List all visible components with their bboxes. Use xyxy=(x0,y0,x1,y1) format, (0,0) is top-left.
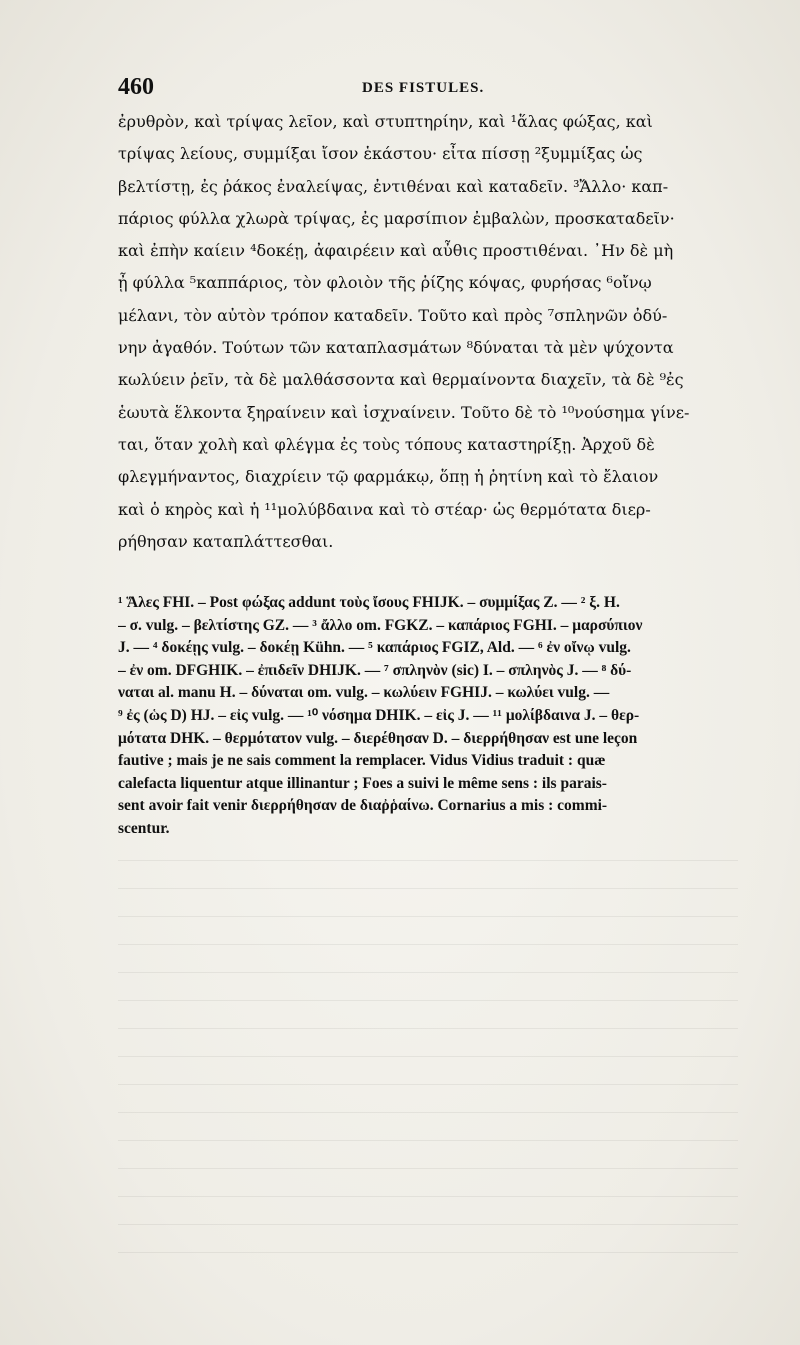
footnote-line: – ἐν om. DFGHIK. – ἐπιδεῖν DHIJK. — ⁷ σπληνὸν (sic) I. – σπληνὸς J. — ⁸ δύ- xyxy=(118,661,632,679)
page-number: 460 xyxy=(118,74,154,100)
main-text xyxy=(118,106,738,558)
main-text-line: μέλανι, τὸν αὐτὸν τρόπον καταδεῖν. Τοῦτο καὶ πρὸς ⁷σπληνῶν ὀδύ- xyxy=(118,305,668,325)
main-text-line: κωλύειν ῥεῖν, τὰ δὲ μαλθάσσοντα καὶ θερμαίνοντα διαχεῖν, τὰ δὲ ⁹ἐς xyxy=(118,370,684,390)
main-text-line: ἐρυθρὸν, καὶ τρίψας λεῖον, καὶ στυπτηρίην, καὶ ¹ἅλας φώξας, καὶ xyxy=(118,112,653,131)
main-text-line: φλεγμήναντος, διαχρίειν τῷ φαρμάκῳ, ὅπῃ ἡ ῥητίνη καὶ τὸ ἔλαιον xyxy=(118,467,659,487)
footnote-line: ¹ Ἅλες FHI. – Post φώξας addunt τοὺς ἴσους FHIJK. – συμμίξας Z. — ² ξ. H. xyxy=(118,594,620,611)
main-text-line: ἑωυτὰ ἕλκοντα ξηραίνειν καὶ ἰσχναίνειν. Τοῦτο δὲ τὸ ¹⁰νούσημα γίνε- xyxy=(118,402,690,422)
footnote-line: calefacta liquentur atque illinantur ; Foes a suivi le même sens : ils parais- xyxy=(118,774,607,792)
footnote-line: scentur. xyxy=(118,819,170,837)
main-text-line: καὶ ἐπὴν καίειν ⁴δοκέῃ, ἀφαιρέειν καὶ αὖθις προστιθέναι. ᾿Ην δὲ μὴ xyxy=(118,241,674,261)
footnote-line: ναται al. manu H. – δύναται om. vulg. – κωλύειν FGHIJ. – κωλύει vulg. — xyxy=(118,684,610,702)
running-title: DES FISTULES. xyxy=(362,80,485,96)
footnote-line: ⁹ ἐς (ὡς D) HJ. – εἰς vulg. — ¹⁰ νόσημα DHIK. – εἰς J. — ¹¹ μολίβδαινα J. – θερ- xyxy=(118,706,640,724)
page-header xyxy=(118,74,738,106)
main-text-line: πάριος φύλλα χλωρὰ τρίψας, ἐς μαρσίπιον ἐμβαλὼν, προσκαταδεῖν· xyxy=(118,208,675,228)
footnote-line: sent avoir fait venir διερρήθησαν de διαῤῥαίνω. Cornarius a mis : commi- xyxy=(118,797,608,815)
footnote-line: – σ. vulg. – βελτίστης GZ. — ³ ἄλλο om. FGKZ. – καπάριος FGHI. – μαρσύπιον xyxy=(118,616,643,634)
main-text-line: ᾖ φύλλα ⁵καππάριος, τὸν φλοιὸν τῆς ῥίζης κόψας, φυρήσας ⁶οἴνῳ xyxy=(118,273,652,293)
main-text-line: καὶ ὁ κηρὸς καὶ ἡ ¹¹μολύβδαινα καὶ τὸ στέαρ· ὡς θερμότατα διερ- xyxy=(118,499,651,519)
footnote-line: fautive ; mais je ne sais comment la remplacer. Vidus Vidius traduit : quæ xyxy=(118,752,606,770)
footnote-line: μότατα DHK. – θερμότατον vulg. – διερέθησαν D. – διερρήθησαν est une leçon xyxy=(118,729,638,747)
main-text-line: βελτίστῃ, ἐς ῥάκος ἐναλείψας, ἐντιθέναι καὶ καταδεῖν. ³Ἄλλο· καπ- xyxy=(118,176,669,196)
footnote-line: J. — ⁴ δοκέῃς vulg. – δοκέῃ Kühn. — ⁵ καπάριος FGIZ, Ald. — ⁶ ἐν οἴνῳ vulg. xyxy=(118,639,631,657)
main-text-line: ρήθησαν καταπλάττεσθαι. xyxy=(118,531,334,551)
main-text-line: νην ἀγαθόν. Τούτων τῶν καταπλασμάτων ⁸δύναται τὰ μὲν ψύχοντα xyxy=(118,338,674,358)
bleed-through-texture xyxy=(118,860,738,1260)
footnotes xyxy=(118,592,738,841)
main-text-line: τρίψας λείους, συμμίξαι ἴσον ἑκάστου· εἶτα πίσσῃ ²ξυμμίξας ὡς xyxy=(118,144,643,164)
main-text-line: ται, ὅταν χολὴ καὶ φλέγμα ἐς τοὺς τόπους καταστηρίξῃ. Ἀρχοῦ δὲ xyxy=(118,434,655,454)
